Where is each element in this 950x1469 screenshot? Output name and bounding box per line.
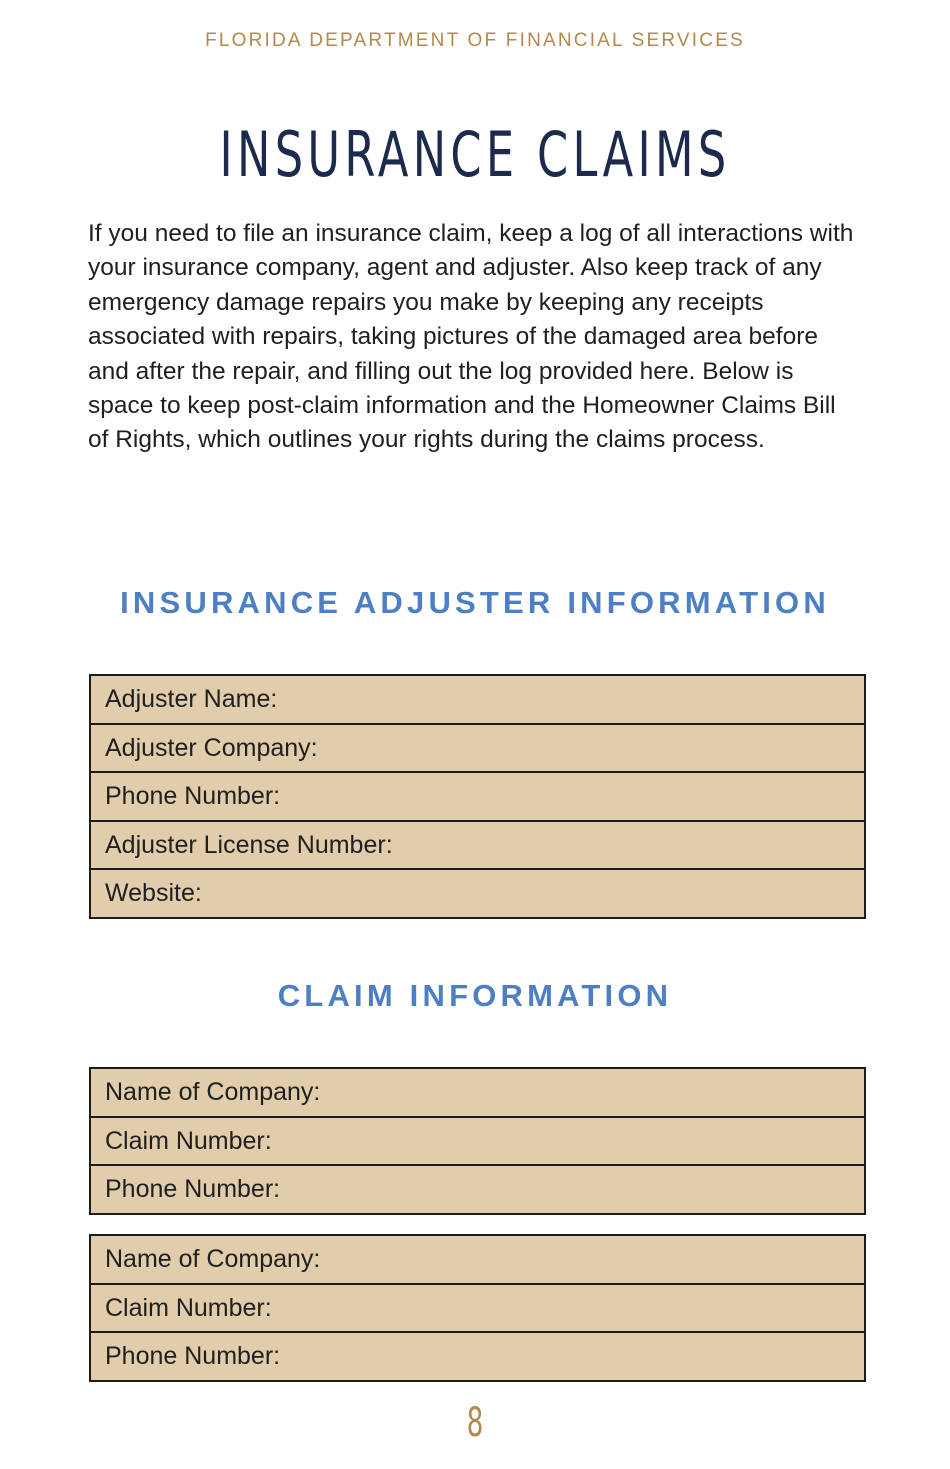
agency-header: FLORIDA DEPARTMENT OF FINANCIAL SERVICES [205, 30, 745, 51]
claim-section-heading: CLAIM INFORMATION [277, 978, 673, 1013]
claim-company-field[interactable]: Name of Company: [91, 1069, 864, 1118]
adjuster-phone-field[interactable]: Phone Number: [91, 773, 864, 822]
page-title: INSURANCE CLAIMS [219, 118, 731, 191]
claim-phone-field[interactable]: Phone Number: [105, 1342, 281, 1371]
claim-company-field[interactable]: Name of Company: [91, 1236, 864, 1285]
claim-info-form-1 [89, 1067, 866, 1215]
adjuster-company-field[interactable]: Adjuster Company: [91, 725, 864, 774]
adjuster-info-form [89, 674, 866, 919]
claim-number-field[interactable]: Claim Number: [91, 1118, 864, 1167]
intro-paragraph [88, 217, 858, 458]
adjuster-section-heading: INSURANCE ADJUSTER INFORMATION [120, 585, 830, 620]
adjuster-license-field[interactable]: Adjuster License Number: [91, 822, 864, 871]
claim-number-field[interactable]: Claim Number: [91, 1285, 864, 1334]
page-number: 8 [466, 1400, 484, 1446]
adjuster-name-field[interactable]: Adjuster Name: [91, 676, 864, 725]
intro-text: If you need to file an insurance claim, keep a log of all interactions with your insurance company, agent and adjuster. Also keep track of any emergency damage repairs you make by keeping any receipts associated with repairs, taking pictures of the damaged area before and after the repair, and filling out the log provided here. Below is space to keep post-claim information and the Homeowner Claims Bill of Rights, which outlines your rights during the claims process. [88, 220, 854, 454]
claim-info-form-2 [89, 1234, 866, 1382]
claim-phone-field[interactable]: Phone Number: [105, 1175, 281, 1204]
adjuster-website-field[interactable]: Website: [105, 879, 202, 908]
